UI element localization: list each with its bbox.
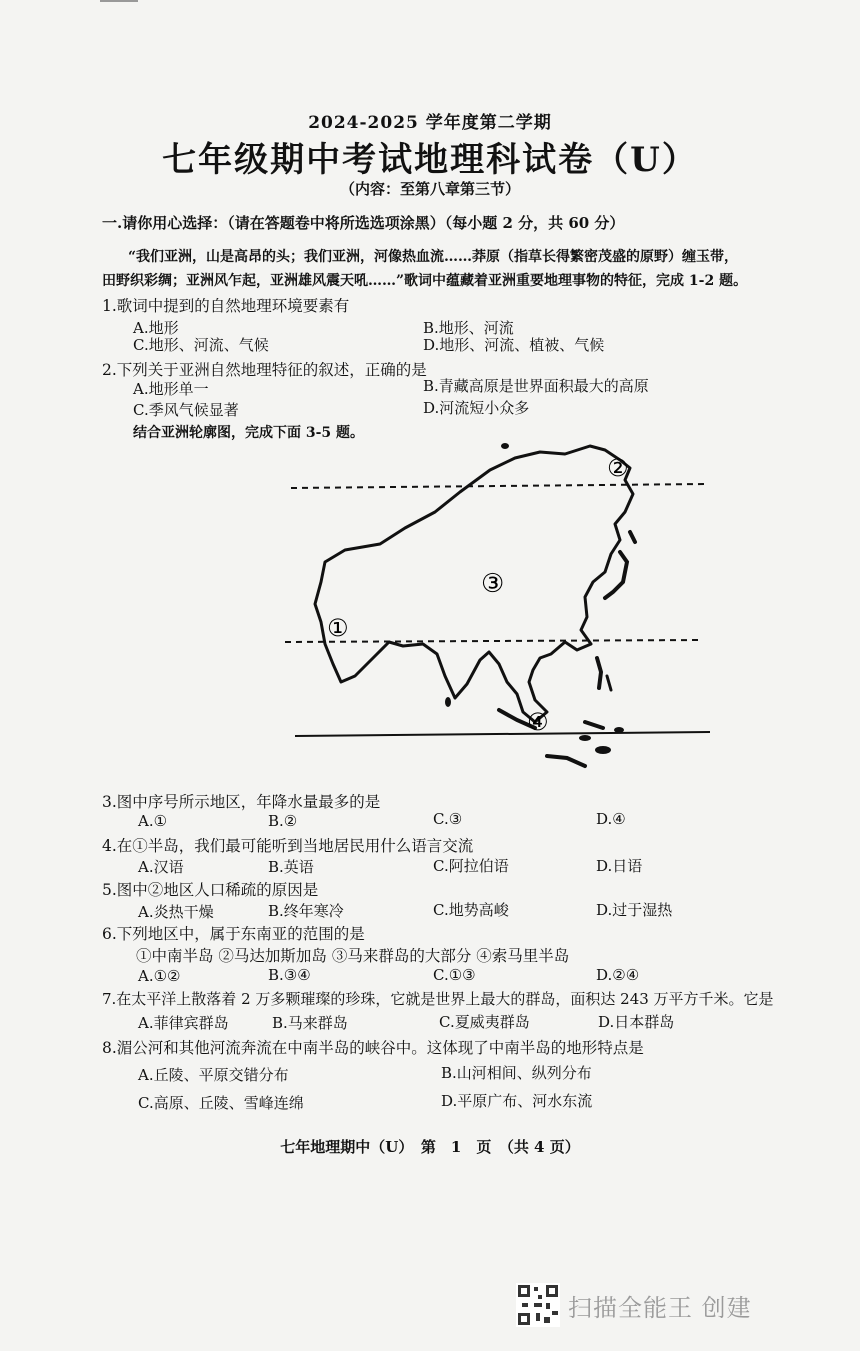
q5-option-b[interactable]: B.终年寒冷	[268, 902, 344, 920]
school-year: 2024-2025 学年度第二学期	[308, 113, 552, 133]
q5-option-a[interactable]: A.炎热干燥	[138, 903, 214, 921]
map-label-3: ③	[481, 569, 505, 599]
q5-option-d[interactable]: D.过于湿热	[596, 901, 673, 919]
question-5-stem: 5.图中②地区人口稀疏的原因是	[102, 881, 319, 899]
question-8-stem: 8.湄公河和其他河流奔流在中南半岛的峡谷中。这体现了中南半岛的地形特点是	[102, 1039, 644, 1057]
q1-option-b[interactable]: B.地形、河流	[423, 319, 514, 337]
q4-option-b[interactable]: B.英语	[268, 858, 314, 876]
asia-outline-map	[285, 432, 715, 777]
q2-option-c[interactable]: C.季风气候显著	[133, 401, 239, 419]
question-2-stem: 2.下列关于亚洲自然地理特征的叙述，正确的是	[102, 361, 427, 379]
map-label-1: ①	[327, 614, 349, 642]
q2-option-b[interactable]: B.青藏高原是世界面积最大的高原	[423, 377, 649, 395]
q3-option-a[interactable]: A.①	[138, 812, 168, 830]
q3-option-b[interactable]: B.②	[268, 812, 298, 830]
q3-option-d[interactable]: D.④	[596, 810, 626, 828]
watermark-text: 扫描全能王 创建	[568, 1293, 752, 1322]
exam-title: 七年级期中考试地理科试卷（U）	[162, 140, 698, 180]
qr-code-icon	[516, 1283, 560, 1327]
exam-subtitle: （内容：至第八章第三节）	[339, 180, 520, 198]
question-4-stem: 4.在①半岛，我们最可能听到当地居民用什么语言交流	[102, 837, 474, 855]
q6-option-d[interactable]: D.②④	[596, 966, 640, 984]
q7-option-d[interactable]: D.日本群岛	[598, 1013, 675, 1031]
q6-option-c[interactable]: C.①③	[433, 966, 476, 984]
q7-option-b[interactable]: B.马来群岛	[272, 1014, 348, 1032]
page-footer: 七年地理期中（U） 第 1 页 （共 4 页）	[280, 1138, 580, 1156]
question-7-stem: 7.在太平洋上散落着 2 万多颗璀璨的珍珠，它就是世界上最大的群岛，面积达 243 万平方千米。它是	[102, 990, 774, 1008]
question-3-stem: 3.图中序号所示地区，年降水量最多的是	[102, 793, 381, 811]
q2-option-a[interactable]: A.地形单一	[133, 380, 209, 398]
q4-option-d[interactable]: D.日语	[596, 857, 643, 875]
q7-option-c[interactable]: C.夏威夷群岛	[439, 1013, 530, 1031]
q8-option-a[interactable]: A.丘陵、平原交错分布	[138, 1066, 289, 1084]
q4-option-a[interactable]: A.汉语	[138, 858, 184, 876]
q3-option-c[interactable]: C.③	[433, 810, 463, 828]
map-label-4: ④	[527, 708, 549, 736]
q6-option-a[interactable]: A.①②	[138, 967, 181, 985]
q4-option-c[interactable]: C.阿拉伯语	[433, 857, 509, 875]
question-6-choices: ①中南半岛 ②马达加斯加岛 ③马来群岛的大部分 ④索马里半岛	[136, 947, 570, 965]
question-6-stem: 6.下列地区中，属于东南亚的范围的是	[102, 925, 365, 943]
q8-option-d[interactable]: D.平原广布、河水东流	[441, 1092, 593, 1110]
passage-line-2: 田野织彩绸；亚洲风乍起，亚洲雄风震天吼……”歌词中蕴藏着亚洲重要地理事物的特征，完成 1-2 题。	[102, 273, 748, 289]
q1-option-a[interactable]: A.地形	[133, 319, 179, 337]
scanner-watermark	[516, 1283, 752, 1327]
q7-option-a[interactable]: A.菲律宾群岛	[138, 1014, 229, 1032]
q8-option-b[interactable]: B.山河相间、纵列分布	[441, 1064, 592, 1082]
section-heading: 一.请你用心选择：（请在答题卷中将所选选项涂黑）（每小题 2 分，共 60 分）	[102, 214, 625, 232]
q1-option-c[interactable]: C.地形、河流、气候	[133, 336, 269, 354]
map-intro: 结合亚洲轮廓图，完成下面 3-5 题。	[133, 425, 365, 441]
map-label-2: ②	[607, 454, 629, 482]
q1-option-d[interactable]: D.地形、河流、植被、气候	[423, 336, 605, 354]
q2-option-d[interactable]: D.河流短小众多	[423, 399, 530, 417]
q6-option-b[interactable]: B.③④	[268, 966, 311, 984]
passage-line-1: “我们亚洲，山是高昂的头；我们亚洲，河像热血流……莽原（指草长得繁密茂盛的原野）缠玉带，	[128, 249, 739, 265]
q5-option-c[interactable]: C.地势高峻	[433, 901, 509, 919]
scan-mark	[100, 0, 138, 2]
question-1-stem: 1.歌词中提到的自然地理环境要素有	[102, 297, 350, 315]
q8-option-c[interactable]: C.高原、丘陵、雪峰连绵	[138, 1094, 304, 1112]
